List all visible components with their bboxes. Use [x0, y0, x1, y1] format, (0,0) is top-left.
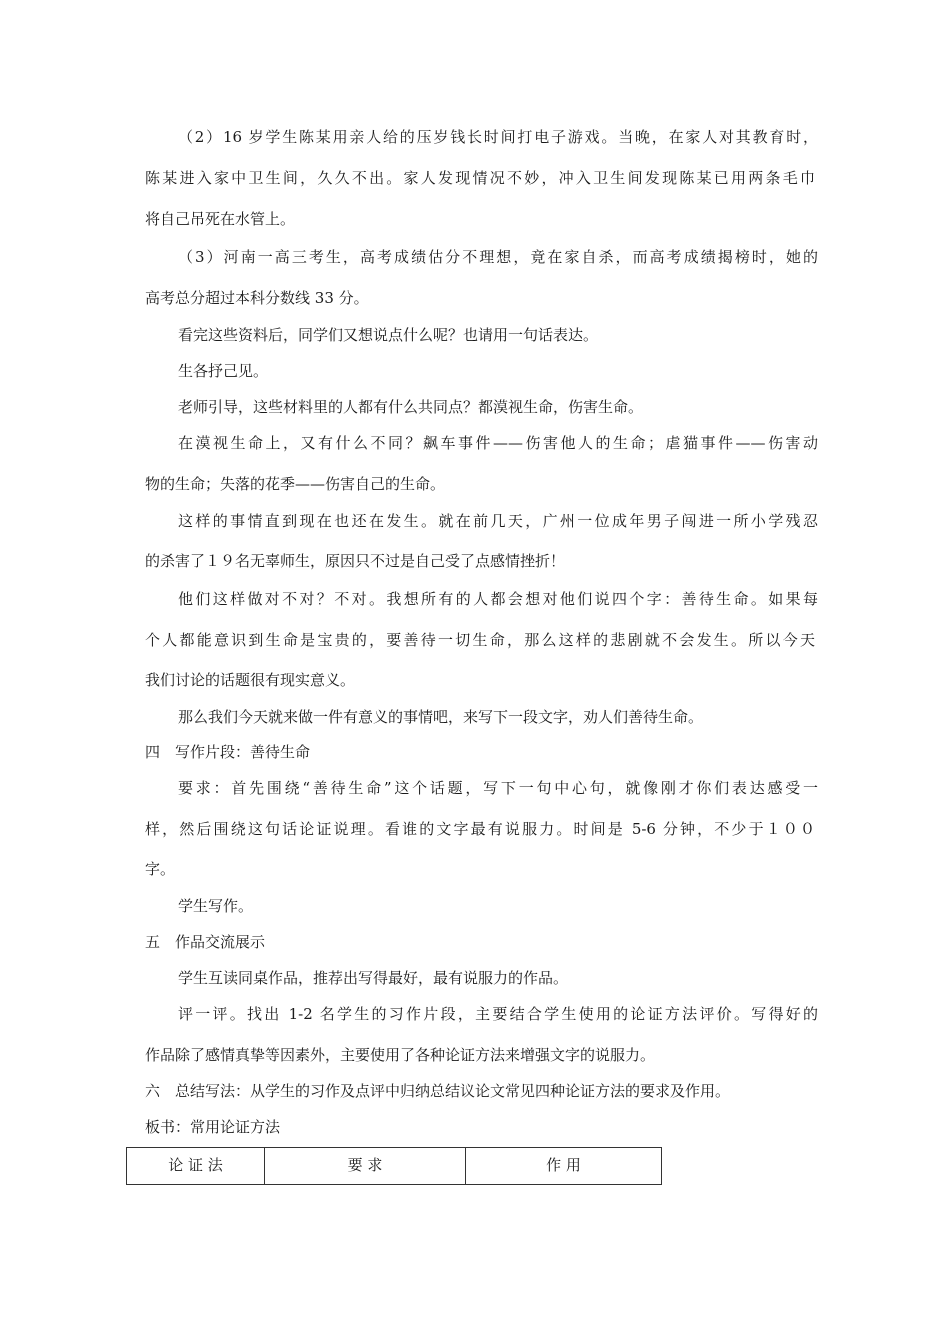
table-header-cell	[265, 1148, 466, 1185]
paragraph-line: 字。	[145, 860, 176, 878]
paragraph-line: 个人都能意识到生命是宝贵的，要善待一切生命，那么这样的悲剧就不会发生。所以今天	[145, 631, 815, 649]
paragraph-line: 在漠视生命上，又有什么不同？飙车事件——伤害他人的生命；虐猫事件——伤害动	[178, 434, 818, 452]
paragraph-line: 那么我们今天就来做一件有意义的事情吧，来写下一段文字，劝人们善待生命。	[178, 708, 704, 726]
paragraph-line: 我们讨论的话题很有现实意义。	[145, 671, 356, 689]
table-header-label: 要 求	[347, 1156, 383, 1174]
paragraph-line: 老师引导，这些材料里的人都有什么共同点？都漠视生命，伤害生命。	[178, 398, 644, 416]
paragraph-line: 他们这样做对不对？不对。我想所有的人都会想对他们说四个字：善待生命。如果每	[178, 590, 818, 608]
table-header-label: 作 用	[546, 1156, 581, 1174]
table-header-row	[127, 1148, 662, 1185]
paragraph-line: 陈某进入家中卫生间，久久不出。家人发现情况不妙，冲入卫生间发现陈某已用两条毛巾	[145, 169, 815, 187]
paragraph-line: 高考总分超过本科分数线 33 分。	[145, 289, 369, 307]
board-table	[126, 1147, 662, 1185]
section-heading: 五 作品交流展示	[145, 933, 266, 951]
paragraph-line: 这样的事情直到现在也还在发生。就在前几天，广州一位成年男子闯进一所小学残忍	[178, 512, 818, 530]
paragraph-line: 物的生命；失落的花季——伤害自己的生命。	[145, 475, 446, 493]
paragraph-line: 看完这些资料后，同学们又想说点什么呢？也请用一句话表达。	[178, 326, 599, 344]
paragraph-line: 评一评。找出 1-2 名学生的习作片段，主要结合学生使用的论证方法评价。写得好的	[178, 1005, 818, 1023]
section-heading: 四 写作片段：善待生命	[145, 743, 311, 761]
paragraph-line: 生各抒己见。	[178, 362, 269, 380]
paragraph-line: 作品除了感情真挚等因素外，主要使用了各种论证方法来增强文字的说服力。	[145, 1046, 656, 1064]
paragraph-line: （2）16 岁学生陈某用亲人给的压岁钱长时间打电子游戏。当晚，在家人对其教育时，	[178, 128, 818, 146]
paragraph-line: 学生互读同桌作品，推荐出写得最好，最有说服力的作品。	[178, 969, 569, 987]
table-header-cell	[127, 1148, 265, 1185]
paragraph-line: 将自己吊死在水管上。	[145, 210, 296, 228]
paragraph-line: 要求：首先围绕“善待生命”这个话题，写下一句中心句，就像刚才你们表达感受一	[178, 779, 818, 797]
table-header-label: 论 证 法	[168, 1156, 223, 1174]
section-heading: 六 总结写法：从学生的习作及点评中归纳总结议论文常见四种论证方法的要求及作用。	[145, 1082, 731, 1100]
paragraph-line: 样，然后围绕这句话论证说理。看谁的文字最有说服力。时间是 5-6 分钟，不少于１００	[145, 820, 815, 838]
table-header-cell	[466, 1148, 662, 1185]
paragraph-line: 学生写作。	[178, 897, 254, 915]
paragraph-line: （3）河南一高三考生，高考成绩估分不理想，竟在家自杀，而高考成绩揭榜时，她的	[178, 248, 818, 266]
board-title: 板书：常用论证方法	[145, 1118, 281, 1136]
paragraph-line: 的杀害了１９名无辜师生，原因只不过是自己受了点感情挫折！	[145, 552, 566, 570]
